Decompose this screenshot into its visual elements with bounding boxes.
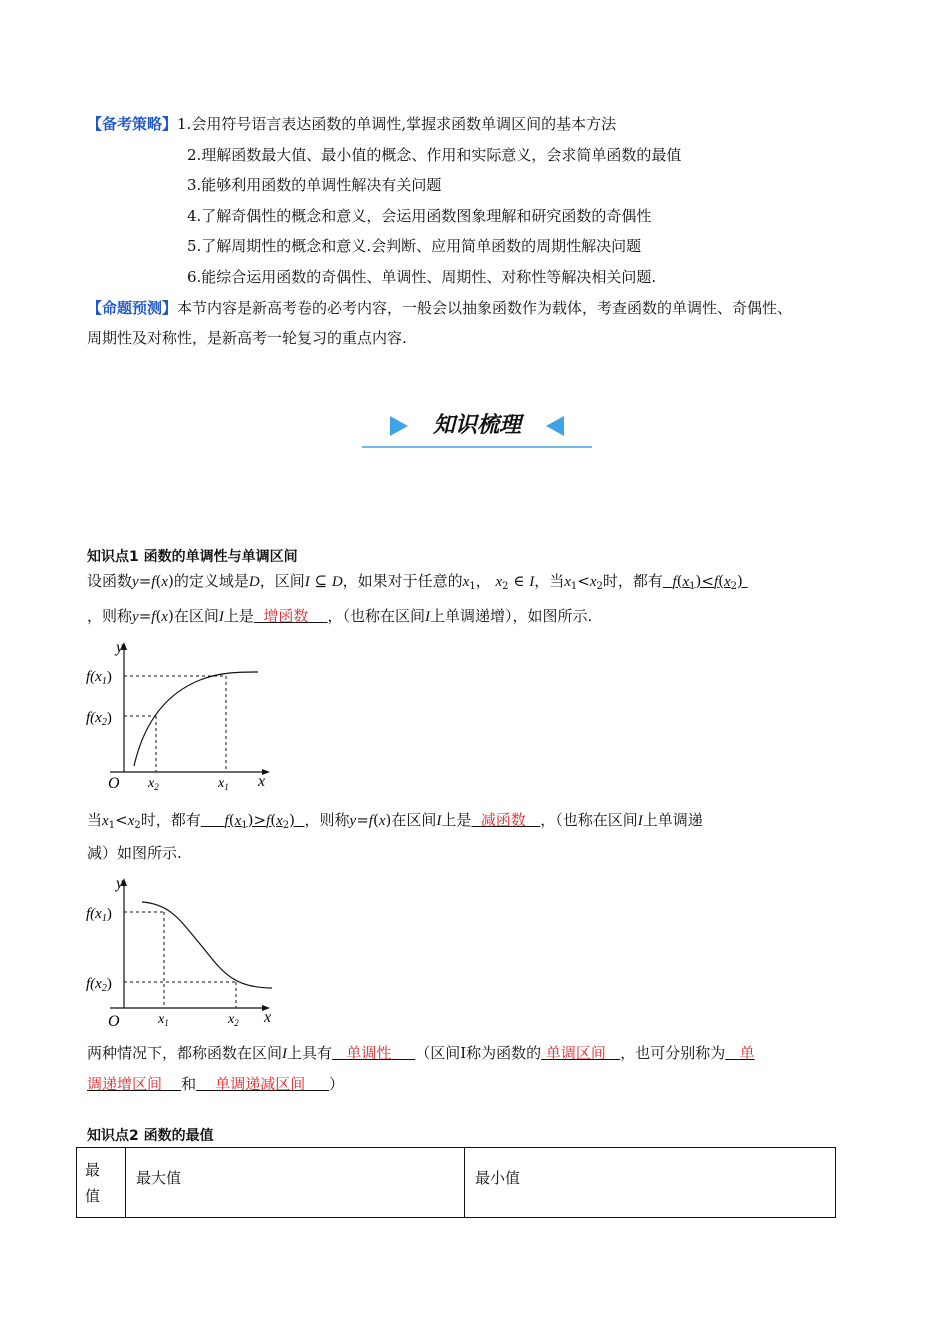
graph2-fx1-label: $f(x_1)$ bbox=[86, 906, 112, 924]
strategy-item-2: 2.理解函数最大值、最小值的概念、作用和实际意义，会求简单函数的最值 bbox=[187, 146, 682, 164]
kp1-text: 上是 bbox=[223, 607, 254, 625]
kp1-text: 在区间 bbox=[173, 607, 219, 625]
kp1-text: ，当 bbox=[534, 572, 565, 590]
kp1-text: 两种情况下，都称函数在区间 bbox=[87, 1044, 283, 1062]
inc-interval-answer-a: 单 bbox=[739, 1044, 755, 1062]
inc-inequality: $f(x_1)<f(x_2)$ bbox=[672, 572, 743, 592]
graph2-x2-label: $x_2$ bbox=[228, 1012, 239, 1028]
kp1-heading: 知识点1 函数的单调性与单调区间 bbox=[87, 549, 298, 565]
inc-interval-answer-b: 调递增区间 bbox=[87, 1075, 163, 1093]
graph2-x1-label: $x_1$ bbox=[158, 1012, 169, 1028]
kp1-text: 设函数 bbox=[87, 572, 133, 590]
graph1-x2-label: $x_1$ bbox=[218, 776, 229, 792]
extrema-table bbox=[76, 1147, 836, 1218]
strategy-item-5: 5.了解周期性的概念和意义.会判断、应用简单函数的周期性解决问题 bbox=[187, 237, 642, 255]
decreasing-function-graph bbox=[80, 872, 280, 1032]
section-banner bbox=[360, 404, 594, 450]
kp1-text: 在区间 bbox=[391, 811, 437, 829]
kp1-text: ，也可分别称为 bbox=[620, 1044, 726, 1062]
kp1-text: ，如果对于任意的 bbox=[342, 572, 463, 590]
interval-answer-blank bbox=[541, 1044, 620, 1062]
prediction-text-1: 本节内容是新高考卷的必考内容，一般会以抽象函数作为载体，考查函数的单调性、奇偶性、 bbox=[177, 299, 793, 317]
table-cell-label-1: 最 bbox=[85, 1160, 101, 1179]
kp1-dec-line-2: 减）如图所示. bbox=[87, 844, 182, 862]
dec-interval-answer: 单调递减区间 bbox=[215, 1075, 306, 1093]
kp1-I: I bbox=[637, 813, 643, 829]
kp1-text: （区间I称为函数的 bbox=[415, 1044, 542, 1062]
kp1-I: I bbox=[425, 609, 431, 625]
inc-answer: 增函数 bbox=[263, 607, 309, 625]
banner-arrow-left-icon bbox=[546, 416, 564, 436]
interval-answer: 单调区间 bbox=[545, 1044, 606, 1062]
strategy-item-6: 6.能综合运用函数的奇偶性、单调性、周期性、对称性等解决相关问题. bbox=[187, 268, 657, 286]
strategy-label: 【备考策略】 bbox=[87, 115, 178, 133]
strategy-item-3: 3.能够利用函数的单调性解决有关问题 bbox=[187, 176, 442, 194]
kp1-text: 时，都有 bbox=[140, 811, 201, 829]
kp1-both-line bbox=[87, 1042, 755, 1065]
kp1-text: ） bbox=[329, 1075, 345, 1093]
kp2-heading: 知识点2 函数的最值 bbox=[87, 1128, 214, 1144]
graph2-fx2-label: $f(x_2)$ bbox=[86, 976, 112, 994]
prediction-line-1 bbox=[87, 297, 792, 319]
kp1-text: 的定义域是 bbox=[173, 572, 249, 590]
banner-title: 知识梳理 bbox=[432, 413, 521, 438]
increasing-function-graph bbox=[80, 636, 280, 796]
kp1-text: 时，都有 bbox=[602, 572, 663, 590]
kp1-dec-line: 当$x_1<x_2$时，都有 $f(x_1)>f(x_2)$ ，则称y=f(x)在区间I上是 减函数 ，（也称在区间I上单调递 bbox=[87, 811, 703, 831]
dec-answer: 减函数 bbox=[480, 811, 526, 829]
kp1-text: 上单调递 bbox=[642, 811, 703, 829]
inc-interval-blank-b bbox=[87, 1075, 181, 1093]
graph1-fx2-label: $f(x_1)$ bbox=[86, 669, 112, 687]
kp1-then-line: ，则称y=f(x)在区间I上是 增函数 ，（也称在区间I上单调递增），如图所示. bbox=[87, 607, 593, 625]
graph2-x-label: x bbox=[264, 1009, 272, 1026]
table-row bbox=[77, 1148, 836, 1218]
dec-inequality: $f(x_1)>f(x_2)$ bbox=[224, 811, 305, 831]
inc-interval-blank-a bbox=[725, 1044, 754, 1062]
table-cell-max: 最大值 bbox=[126, 1148, 465, 1218]
kp1-I: I bbox=[218, 609, 224, 625]
kp1-text: 上是 bbox=[441, 811, 472, 829]
graph1-x-label: x bbox=[258, 773, 266, 790]
mono-answer-blank bbox=[332, 1044, 415, 1062]
prediction-line-2: 周期性及对称性，是新高考一轮复习的重点内容. bbox=[87, 329, 407, 347]
kp1-I: I bbox=[436, 813, 442, 829]
graph2-y-label: y bbox=[116, 875, 124, 892]
kp1-I: I bbox=[282, 1046, 288, 1062]
kp1-both-line-2 bbox=[87, 1073, 344, 1095]
table-cell-label bbox=[77, 1148, 126, 1218]
prediction-label: 【命题预测】 bbox=[87, 299, 178, 317]
banner-arrow-right-icon bbox=[390, 416, 408, 436]
graph1-y-label: y bbox=[116, 639, 124, 656]
kp1-text: ，（也称在区间 bbox=[327, 607, 426, 625]
graph1-x1-label: $x_2$ bbox=[148, 776, 159, 792]
kp1-text: ，则称 bbox=[304, 811, 350, 829]
strategy-item-4: 4.了解奇偶性的概念和意义，会运用函数图象理解和研究函数的奇偶性 bbox=[187, 207, 652, 225]
graph1-fx1-label: $f(x_2)$ bbox=[86, 710, 112, 728]
kp1-text: ，（也称在区间 bbox=[540, 811, 638, 829]
kp1-text: 上具有 bbox=[287, 1044, 333, 1062]
table-cell-min: 最小值 bbox=[465, 1148, 836, 1218]
graph1-origin: O bbox=[108, 775, 120, 792]
table-cell-label-2: 值 bbox=[85, 1186, 101, 1205]
kp1-definition-line: 设函数y=f(x)的定义域是D，区间I ⊆ D，如果对于任意的$x_1$， $x_2$ ∈ I，当$x_1<x_2$时，都有 $f(x_1)<f(x_2)$ bbox=[87, 570, 748, 598]
mono-answer: 单调性 bbox=[346, 1044, 392, 1062]
kp1-text: ，区间 bbox=[259, 572, 305, 590]
kp1-text: 上单调递增），如图所示. bbox=[430, 607, 593, 625]
graph2-origin: O bbox=[108, 1013, 120, 1030]
inc-answer-blank bbox=[254, 607, 328, 625]
strategy-line-1 bbox=[87, 113, 616, 135]
strategy-item-1: 1.会用符号语言表达函数的单调性,掌握求函数单调区间的基本方法 bbox=[177, 115, 617, 133]
dec-interval-blank bbox=[196, 1075, 329, 1093]
kp1-text: 和 bbox=[181, 1075, 197, 1093]
kp1-domain: D bbox=[248, 574, 260, 590]
kp1-text: 当 bbox=[87, 811, 103, 829]
dec-answer-blank bbox=[471, 811, 540, 829]
kp1-text: ，则称 bbox=[87, 607, 133, 625]
